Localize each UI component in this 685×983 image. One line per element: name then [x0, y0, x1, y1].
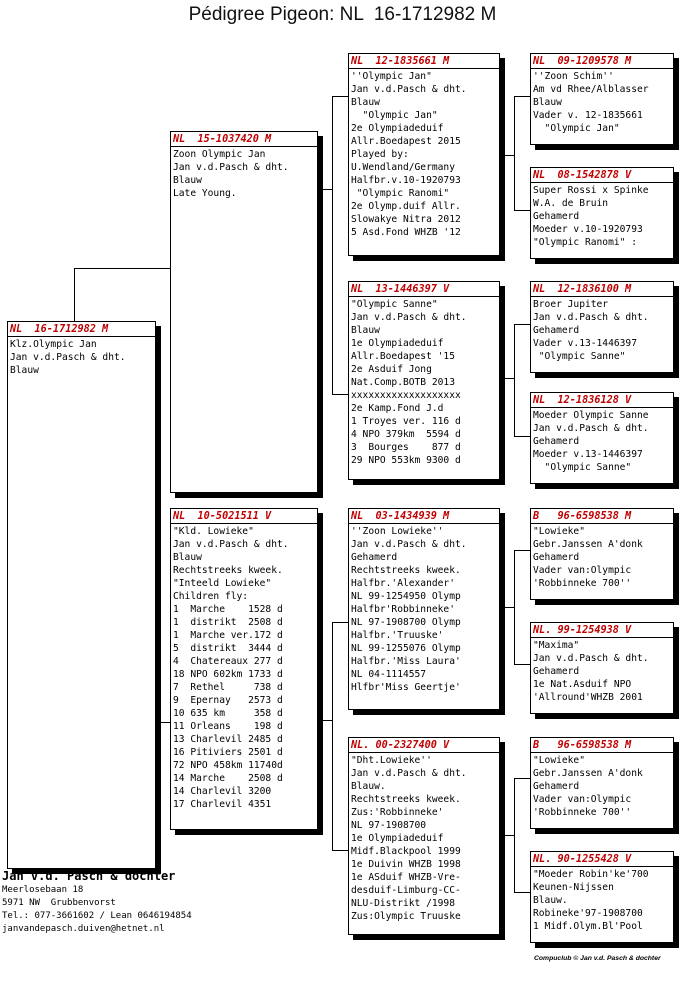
pigeon-detail-line: 11 Orleans 198 d [173, 721, 283, 732]
pigeon-detail-line: NLU-Distrikt /1998 [351, 898, 455, 909]
ring-number: B 96-6598538 M [531, 738, 673, 753]
pigeon-detail-line: xxxxxxxxxxxxxxxxxxx [351, 390, 461, 401]
connector-line [316, 720, 332, 721]
pigeon-detail-line: 1 distrikt 2508 d [173, 617, 283, 628]
pigeon-detail-line: "Olympic Sanne" [533, 462, 632, 473]
connector-line [498, 155, 514, 156]
pigeon-detail-line: NL 04-1114557 [351, 669, 427, 680]
pigeon-detail-line: 2e Kamp.Fond J.d [351, 403, 444, 414]
pigeon-detail-line: NL 97-1908700 [351, 820, 427, 831]
pigeon-detail-line: 4 Chatereaux 277 d [173, 656, 283, 667]
pigeon-details [349, 524, 499, 695]
pigeon-detail-line: Jan v.d.Pasch & dht. [533, 312, 649, 323]
pigeon-detail-line: 1e Nat.Asduif NPO [533, 679, 632, 690]
pigeon-detail-line: 10 635 km 358 d [173, 708, 283, 719]
pigeon-detail-line: Gebr.Janssen A'donk [533, 768, 643, 779]
pigeon-details [349, 69, 499, 240]
pigeon-detail-line: Vader v. 12-1835661 [533, 110, 643, 121]
pigeon-details [531, 524, 673, 591]
connector-line [332, 622, 333, 850]
ring-number: NL. 99-1254938 V [531, 623, 673, 638]
pigeon-detail-line: "Olympic Sanne" [351, 299, 438, 310]
pigeon-detail-line: NL 97-1908700 Olymp [351, 617, 461, 628]
pigeon-detail-line: 'Allround'WHZB 2001 [533, 692, 643, 703]
pigeon-detail-line: 9 Epernay 2573 d [173, 695, 283, 706]
pigeon-detail-line: 1 Midf.Olym.Bl'Pool [533, 921, 643, 932]
pigeon-details [171, 147, 317, 201]
pigeon-card-sdd [530, 392, 674, 484]
ring-number: NL 12-1836100 M [531, 282, 673, 297]
pigeon-detail-line: Jan v.d.Pasch & dht. [351, 768, 467, 779]
pigeon-detail-line: Jan v.d.Pasch & dht. [351, 539, 467, 550]
pigeon-details [531, 183, 673, 250]
pigeon-detail-line: Gehamerd [533, 552, 580, 563]
pigeon-detail-line: ''Zoon Schim'' [533, 71, 614, 82]
connector-line [514, 96, 515, 210]
pigeon-detail-line: Allr.Boedapest '15 [351, 351, 455, 362]
pigeon-details [171, 524, 317, 812]
pigeon-detail-line: Vader van:Olympic [533, 794, 632, 805]
pigeon-detail-line: Played by: [351, 149, 409, 160]
pigeon-detail-line: Jan v.d.Pasch & dht. [173, 162, 289, 173]
pigeon-detail-line: "Kld. Lowieke" [173, 526, 254, 537]
ring-number: NL 08-1542878 V [531, 168, 673, 183]
pigeon-detail-line: Blauw [351, 97, 380, 108]
pigeon-detail-line: Zus:Olympic Truuske [351, 911, 461, 922]
pigeon-detail-line: Nat.Comp.BOTB 2013 [351, 377, 455, 388]
pigeon-detail-line: "Olympic Jan" [351, 110, 438, 121]
pigeon-detail-line: ''Zoon Lowieke'' [351, 526, 444, 537]
pigeon-detail-line: Keunen-Nijssen [533, 882, 614, 893]
pigeon-detail-line: NL 99-1254950 Olymp [351, 591, 461, 602]
pigeon-detail-line: Blauw [10, 365, 39, 376]
connector-line [332, 850, 348, 851]
footer-credit: Compuclub © Jan v.d. Pasch & dochter [534, 955, 661, 962]
pigeon-detail-line: 16 Pitiviers 2501 d [173, 747, 283, 758]
pigeon-detail-line: "Maxima" [533, 640, 580, 651]
pigeon-detail-line: Blauw. [533, 895, 568, 906]
connector-line [514, 664, 530, 665]
pigeon-detail-line: 1e Olympiadeduif [351, 833, 444, 844]
pigeon-detail-line: Gehamerd [533, 211, 580, 222]
pigeon-details [8, 337, 155, 378]
pigeon-detail-line: W.A. de Bruin [533, 198, 609, 209]
pigeon-detail-line: Jan v.d.Pasch & dht. [351, 312, 467, 323]
pigeon-detail-line: ''Olympic Jan" [351, 71, 432, 82]
connector-line [514, 550, 530, 551]
pigeon-detail-line: 3 Bourges 877 d [351, 442, 461, 453]
pigeon-details [531, 408, 673, 475]
pigeon-detail-line: Gebr.Janssen A'donk [533, 539, 643, 550]
pigeon-detail-line: "Olympic Jan" [533, 123, 620, 134]
pigeon-detail-line: Children fly: [173, 591, 249, 602]
connector-line [514, 210, 530, 211]
pigeon-detail-line: 13 Charlevil 2485 d [173, 734, 283, 745]
pigeon-details [531, 69, 673, 136]
pigeon-detail-line: Gehamerd [533, 436, 580, 447]
pigeon-detail-line: 2e Olymp.duif Allr. [351, 201, 461, 212]
pigeon-details [349, 297, 499, 468]
pigeon-detail-line: "Lowieke" [533, 755, 585, 766]
pigeon-detail-line: 2e Olympiadeduif [351, 123, 444, 134]
pigeon-detail-line: 1e Duivin WHZB 1998 [351, 859, 461, 870]
pigeon-details [531, 753, 673, 820]
ring-number: NL 12-1836128 V [531, 393, 673, 408]
connector-line [74, 268, 170, 269]
pigeon-detail-line: 14 Charlevil 3200 [173, 786, 272, 797]
pigeon-detail-line: Zoon Olympic Jan [173, 149, 266, 160]
owner-address: Meerlosebaan 18 [2, 885, 84, 895]
owner-email: janvandepasch.duiven@hetnet.nl [2, 924, 165, 934]
pigeon-detail-line: Robineke'97-1908700 [533, 908, 643, 919]
pigeon-detail-line: Jan v.d.Pasch & dht. [10, 352, 126, 363]
pigeon-detail-line: 5 Asd.Fond WHZB '12 [351, 227, 461, 238]
pigeon-card-sire-sire [348, 53, 500, 256]
connector-line [316, 189, 332, 190]
pigeon-detail-line: 18 NPO 602km 1733 d [173, 669, 283, 680]
pigeon-detail-line: Halfbr.'Alexander' [351, 578, 455, 589]
pigeon-detail-line: Moeder v.13-1446397 [533, 449, 643, 460]
pigeon-detail-line: "Olympic Sanne" [533, 351, 626, 362]
connector-line [514, 324, 530, 325]
pigeon-detail-line: 7 Rethel 738 d [173, 682, 283, 693]
pigeon-detail-line: 'Robbinneke 700'' [533, 578, 632, 589]
ring-number: NL 10-5021511 V [171, 509, 317, 524]
pigeon-detail-line: Super Rossi x Spinke [533, 185, 649, 196]
pigeon-detail-line: Rechtstreeks kweek. [351, 794, 461, 805]
ring-number: NL 12-1835661 M [349, 54, 499, 69]
pigeon-card-sss [530, 53, 674, 145]
pigeon-detail-line: desduif-Limburg-CC- [351, 885, 461, 896]
ring-number: NL. 00-2327400 V [349, 738, 499, 753]
owner-phone: Tel.: 077-3661602 / Lean 0646194854 [2, 911, 192, 921]
pigeon-detail-line: "Olympic Ranomi" [351, 188, 450, 199]
pigeon-card-dam [170, 508, 318, 830]
connector-line [74, 268, 75, 322]
pigeon-details [349, 753, 499, 924]
pigeon-card-ddd [530, 851, 674, 943]
owner-info [2, 868, 302, 936]
ring-number: NL 13-1446397 V [349, 282, 499, 297]
pigeon-detail-line: Hlfbr'Miss Geertje' [351, 682, 461, 693]
pigeon-detail-line: Halfbr.v.10-1920793 [351, 175, 461, 186]
pigeon-detail-line: "Inteeld Lowieke" [173, 578, 272, 589]
pigeon-detail-line: Jan v.d.Pasch & dht. [173, 539, 289, 550]
pigeon-detail-line: 72 NPO 458km 11740d [173, 760, 283, 771]
connector-line [498, 835, 514, 836]
pigeon-detail-line: Gehamerd [533, 666, 580, 677]
connector-line [332, 96, 348, 97]
pigeon-detail-line: Vader van:Olympic [533, 565, 632, 576]
pigeon-detail-line: 14 Marche 2508 d [173, 773, 283, 784]
pigeon-detail-line: 1 Marche ver.172 d [173, 630, 283, 641]
pigeon-detail-line: Late Young. [173, 188, 237, 199]
pigeon-card-subject [7, 321, 156, 869]
pigeon-detail-line: "Olympic Ranomi" : [533, 237, 637, 248]
pigeon-details [531, 297, 673, 364]
pigeon-card-dsd [530, 622, 674, 714]
connector-line [514, 892, 530, 893]
pigeon-detail-line: 1 Troyes ver. 116 d [351, 416, 461, 427]
page-title: Pédigree Pigeon: NL 16-1712982 M [188, 4, 497, 25]
pigeon-detail-line: 4 NPO 379km 5594 d [351, 429, 461, 440]
connector-line [514, 436, 530, 437]
pigeon-detail-line: Slowakye Nitra 2012 [351, 214, 461, 225]
pigeon-detail-line: Blauw [533, 97, 562, 108]
pigeon-detail-line: U.Wendland/Germany [351, 162, 455, 173]
connector-line [514, 96, 530, 97]
pigeon-detail-line: Blauw [351, 325, 380, 336]
pigeon-detail-line: Allr.Boedapest 2015 [351, 136, 461, 147]
ring-number: NL 03-1434939 M [349, 509, 499, 524]
pigeon-detail-line: Jan v.d.Pasch & dht. [533, 653, 649, 664]
pigeon-detail-line: Blauw [173, 175, 202, 186]
pigeon-detail-line: "Lowieke" [533, 526, 585, 537]
ring-number: NL 15-1037420 M [171, 132, 317, 147]
pigeon-detail-line: 29 NPO 553km 9300 d [351, 455, 461, 466]
ring-number: B 96-6598538 M [531, 509, 673, 524]
pigeon-detail-line: Gehamerd [351, 552, 398, 563]
pigeon-detail-line: Gehamerd [533, 781, 580, 792]
pigeon-detail-line: Broer Jupiter [533, 299, 609, 310]
pigeon-detail-line: Moeder v.10-1920793 [533, 224, 643, 235]
owner-name: Jan v.d. Pasch & dochter [2, 869, 176, 883]
pigeon-detail-line: Blauw [173, 552, 202, 563]
pigeon-detail-line: Blauw. [351, 781, 386, 792]
pigeon-detail-line: Gehamerd [533, 325, 580, 336]
pigeon-card-sds [530, 281, 674, 373]
pigeon-detail-line: 1 Marche 1528 d [173, 604, 283, 615]
connector-line [514, 778, 530, 779]
connector-line [514, 324, 515, 436]
ring-number: NL. 90-1255428 V [531, 852, 673, 867]
pigeon-detail-line: NL 99-1255076 Olymp [351, 643, 461, 654]
connector-line [498, 607, 514, 608]
connector-line [514, 550, 515, 664]
pigeon-detail-line: Rechtstreeks kweek. [351, 565, 461, 576]
pigeon-card-dam-sire [348, 508, 500, 710]
pigeon-detail-line: 2e Asduif Jong [351, 364, 432, 375]
pigeon-detail-line: 1e Olympiadeduif [351, 338, 444, 349]
pigeon-detail-line: Midf.Blackpool 1999 [351, 846, 461, 857]
connector-line [332, 96, 333, 394]
pigeon-detail-line: Halfbr'Robbinneke' [351, 604, 455, 615]
pigeon-detail-line: Halfbr.'Truuske' [351, 630, 444, 641]
pigeon-detail-line: 5 distrikt 3444 d [173, 643, 283, 654]
pigeon-detail-line: Halfbr.'Miss Laura' [351, 656, 461, 667]
pigeon-detail-line: "Moeder Robin'ke'700 [533, 869, 649, 880]
owner-postcode-city: 5971 NW Grubbenvorst [2, 898, 116, 908]
pigeon-detail-line: Klz.Olympic Jan [10, 339, 97, 350]
pigeon-card-sire-dam [348, 281, 500, 480]
pigeon-detail-line: Vader v.13-1446397 [533, 338, 637, 349]
pigeon-card-sire [170, 131, 318, 493]
connector-line [332, 622, 348, 623]
pigeon-detail-line: 17 Charlevil 4351 [173, 799, 272, 810]
pigeon-card-dss [530, 508, 674, 600]
pigeon-detail-line: Am vd Rhee/Alblasser [533, 84, 649, 95]
connector-line [332, 394, 348, 395]
connector-line [514, 778, 515, 892]
pigeon-card-dds [530, 737, 674, 829]
pigeon-detail-line: Jan v.d.Pasch & dht. [351, 84, 467, 95]
pigeon-card-dam-dam [348, 737, 500, 935]
ring-number: NL 16-1712982 M [8, 322, 155, 337]
pigeon-details [531, 867, 673, 934]
connector-line [498, 378, 514, 379]
pigeon-details [531, 638, 673, 705]
pigeon-detail-line: Zus:'Robbinneke' [351, 807, 444, 818]
pigeon-detail-line: Jan v.d.Pasch & dht. [533, 423, 649, 434]
pigeon-detail-line: 'Robbinneke 700'' [533, 807, 632, 818]
pigeon-detail-line: "Dht.Lowieke'' [351, 755, 432, 766]
pigeon-detail-line: 1e ASduif WHZB-Vre- [351, 872, 461, 883]
pigeon-detail-line: Rechtstreeks kweek. [173, 565, 283, 576]
pigeon-card-ssd [530, 167, 674, 259]
pigeon-detail-line: Moeder Olympic Sanne [533, 410, 649, 421]
ring-number: NL 09-1209578 M [531, 54, 673, 69]
